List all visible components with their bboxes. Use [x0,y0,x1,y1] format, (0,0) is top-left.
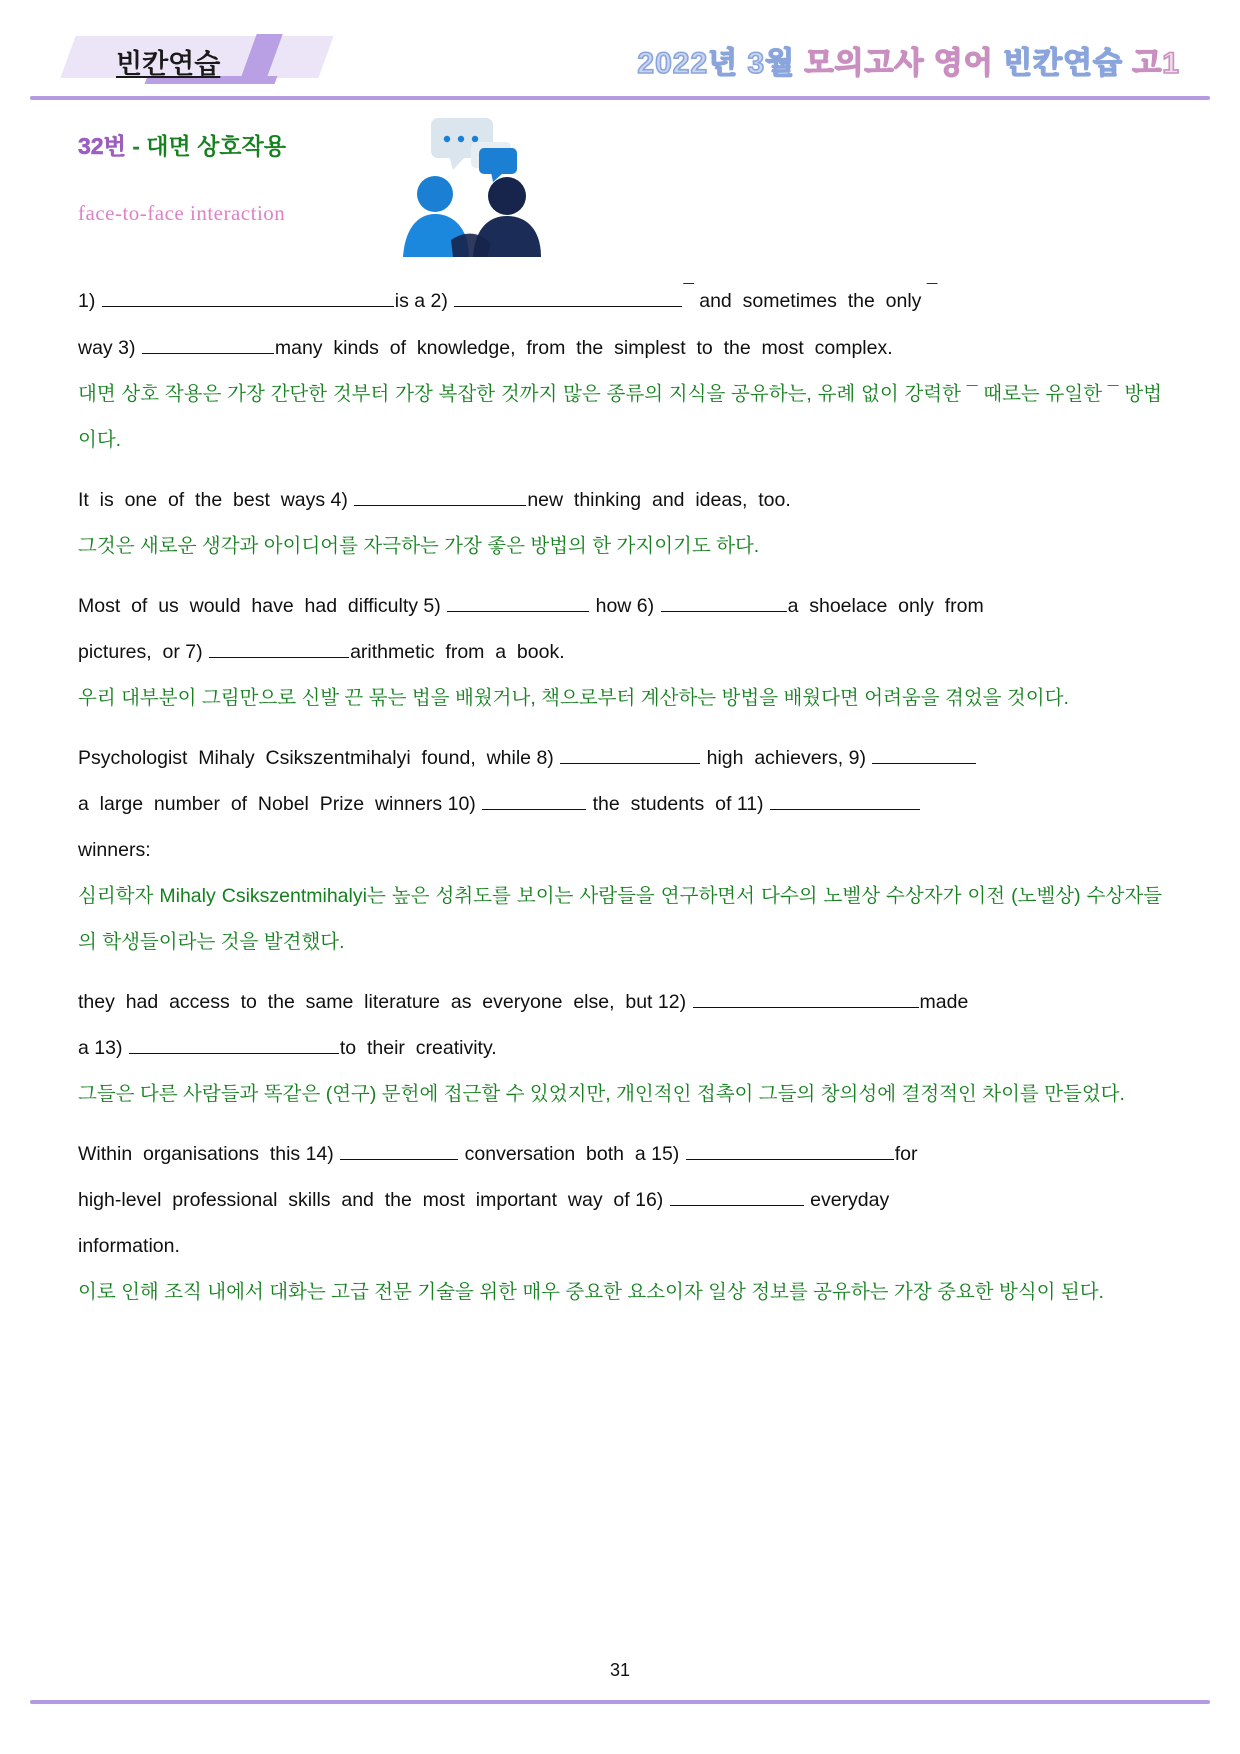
answer-blank-8[interactable] [560,746,700,764]
korean-translation: 그것은 새로운 생각과 아이디어를 자극하는 가장 좋은 방법의 한 가지이기도 하다. [78,535,760,557]
lesson-topic-english: face-to-face interaction [78,201,286,225]
worksheet-content [78,278,1162,1329]
blank-number-5: 5) [423,595,441,617]
title-seg-0: 2022년 [637,47,739,80]
en-text: to their creativity. [339,1037,497,1059]
english-sentence-cont [78,781,1162,827]
answer-blank-2[interactable] [454,289,682,307]
exercise-paragraph [78,979,1162,1117]
exercise-paragraph [78,278,1162,463]
english-sentence-cont [78,629,1162,675]
answer-blank-13[interactable] [129,1036,339,1054]
blank-number-3: 3) [118,337,136,359]
en-text: high-level professional skills and the most important way of [78,1189,630,1211]
title-seg-3: 영어 [933,47,994,80]
english-sentence-cont [78,1025,1162,1071]
page-header [0,0,1240,100]
answer-blank-5[interactable] [447,594,589,612]
en-text: new thinking and ideas, too. [527,489,791,511]
exercise-paragraph [78,583,1162,721]
macron-mark-icon: ¯ [926,282,938,303]
korean-translation: 대면 상호 작용은 가장 간단한 것부터 가장 복잡한 것까지 많은 종류의 지식을 공유하는, 유례 없이 강력한 ¯ 때로는 유일한 ¯ 방법이다. [78,383,1162,451]
en-text: winners: [78,839,151,861]
en-text: a large number of Nobel Prize winners [78,793,443,815]
en-text: for [894,1143,918,1165]
en-text: everyday [810,1189,890,1211]
answer-blank-10[interactable] [482,792,586,810]
title-seg-4: 빈칸연습 [1003,47,1123,80]
answer-blank-1[interactable] [102,289,394,307]
blank-number-1: 1) [78,290,96,312]
footer-divider [30,1700,1210,1704]
blank-number-14: 14) [305,1143,334,1165]
en-text: high achievers, [706,747,844,769]
page-number: 31 [609,1660,631,1680]
exercise-paragraph [78,1131,1162,1315]
english-sentence [78,278,1162,325]
en-text: how [595,595,632,617]
en-text: they had access to the same literature as everyone else, but [78,991,653,1013]
english-sentence-cont [78,1177,1162,1223]
answer-blank-11[interactable] [770,792,920,810]
english-sentence-cont [78,325,1162,371]
blank-number-15: 15) [651,1143,680,1165]
blank-number-6: 6) [636,595,655,617]
answer-blank-15[interactable] [686,1142,894,1160]
en-text: a shoelace only from [787,595,984,617]
en-text: arithmetic from a book. [350,641,565,663]
en-text: pictures, or [78,641,180,663]
english-sentence [78,1131,1162,1177]
blank-number-12: 12) [657,991,687,1013]
english-sentence [78,979,1162,1025]
english-sentence [78,583,1162,629]
lesson-number: 32번 [78,133,126,159]
answer-blank-9[interactable] [872,746,976,764]
korean-translation: 심리학자 Mihaly Csikszentmihalyi는 높은 성취도를 보이는 사람들을 연구하면서 다수의 노벨상 수상자가 이전 (노벨상) 수상자들의 학생들이라는 것을 발견했다. [78,885,1162,953]
blank-number-13: 13) [94,1037,123,1059]
lesson-topic-korean: 대면 상호작용 [146,133,286,159]
title-seg-5: 고1 [1132,47,1180,80]
header-divider [30,96,1210,100]
section-tag [68,36,328,80]
en-text: Most of us would have had difficulty [78,595,418,617]
answer-blank-4[interactable] [354,488,526,506]
korean-translation: 우리 대부분이 그림만으로 신발 끈 묶는 법을 배웠거나, 책으로부터 계산하는 방법을 배웠다면 어려움을 겪었을 것이다. [78,687,1069,709]
blank-number-16: 16) [635,1189,664,1211]
english-sentence-cont [78,827,1162,873]
en-text: Psychologist Mihaly Csikszentmihalyi found, while [78,747,532,769]
en-text: Within organisations this [78,1143,301,1165]
en-text: and sometimes the only [699,290,922,312]
lesson-title-dash: - [132,133,140,159]
answer-blank-16[interactable] [670,1188,804,1206]
en-text: the students of [592,793,732,815]
en-text: made [919,991,969,1013]
title-seg-1: 3월 [747,47,796,80]
answer-blank-12[interactable] [693,990,919,1008]
exercise-paragraph [78,735,1162,965]
worksheet-title [637,38,1180,82]
tag-label: 빈칸연습 [116,49,221,79]
two-people-conversation-illustration [395,112,545,257]
english-sentence [78,477,1162,523]
macron-mark-icon: ¯ [683,282,694,303]
answer-blank-6[interactable] [661,594,787,612]
en-text: information. [78,1235,180,1257]
blank-number-4: 4) [330,489,348,511]
answer-blank-7[interactable] [209,640,349,658]
blank-number-11: 11) [736,793,764,815]
title-seg-2: 모의고사 [804,47,925,80]
blank-number-7: 7) [185,641,203,663]
blank-number-10: 10) [447,793,476,815]
answer-blank-3[interactable] [142,336,274,354]
exercise-paragraph [78,477,1162,569]
blank-number-9: 9) [848,747,866,769]
korean-translation: 그들은 다른 사람들과 똑같은 (연구) 문헌에 접근할 수 있었지만, 개인적인 접촉이 그들의 창의성에 결정적인 차이를 만들었다. [78,1083,1125,1105]
english-sentence-cont [78,1223,1162,1269]
en-text: many kinds of knowledge, from the simplest to the most complex. [274,337,893,359]
blank-number-2: 2) [430,290,448,312]
answer-blank-14[interactable] [340,1142,458,1160]
en-text: It is one of the best ways [78,489,326,511]
english-sentence [78,735,1162,781]
en-text: conversation both a [464,1143,646,1165]
en-text: is a [394,290,426,312]
blank-number-8: 8) [536,747,554,769]
en-text: a [78,1037,89,1059]
en-text: way [78,337,113,359]
korean-translation: 이로 인해 조직 내에서 대화는 고급 전문 기술을 위한 매우 중요한 요소이자 일상 정보를 공유하는 가장 중요한 방식이 된다. [78,1281,1104,1303]
